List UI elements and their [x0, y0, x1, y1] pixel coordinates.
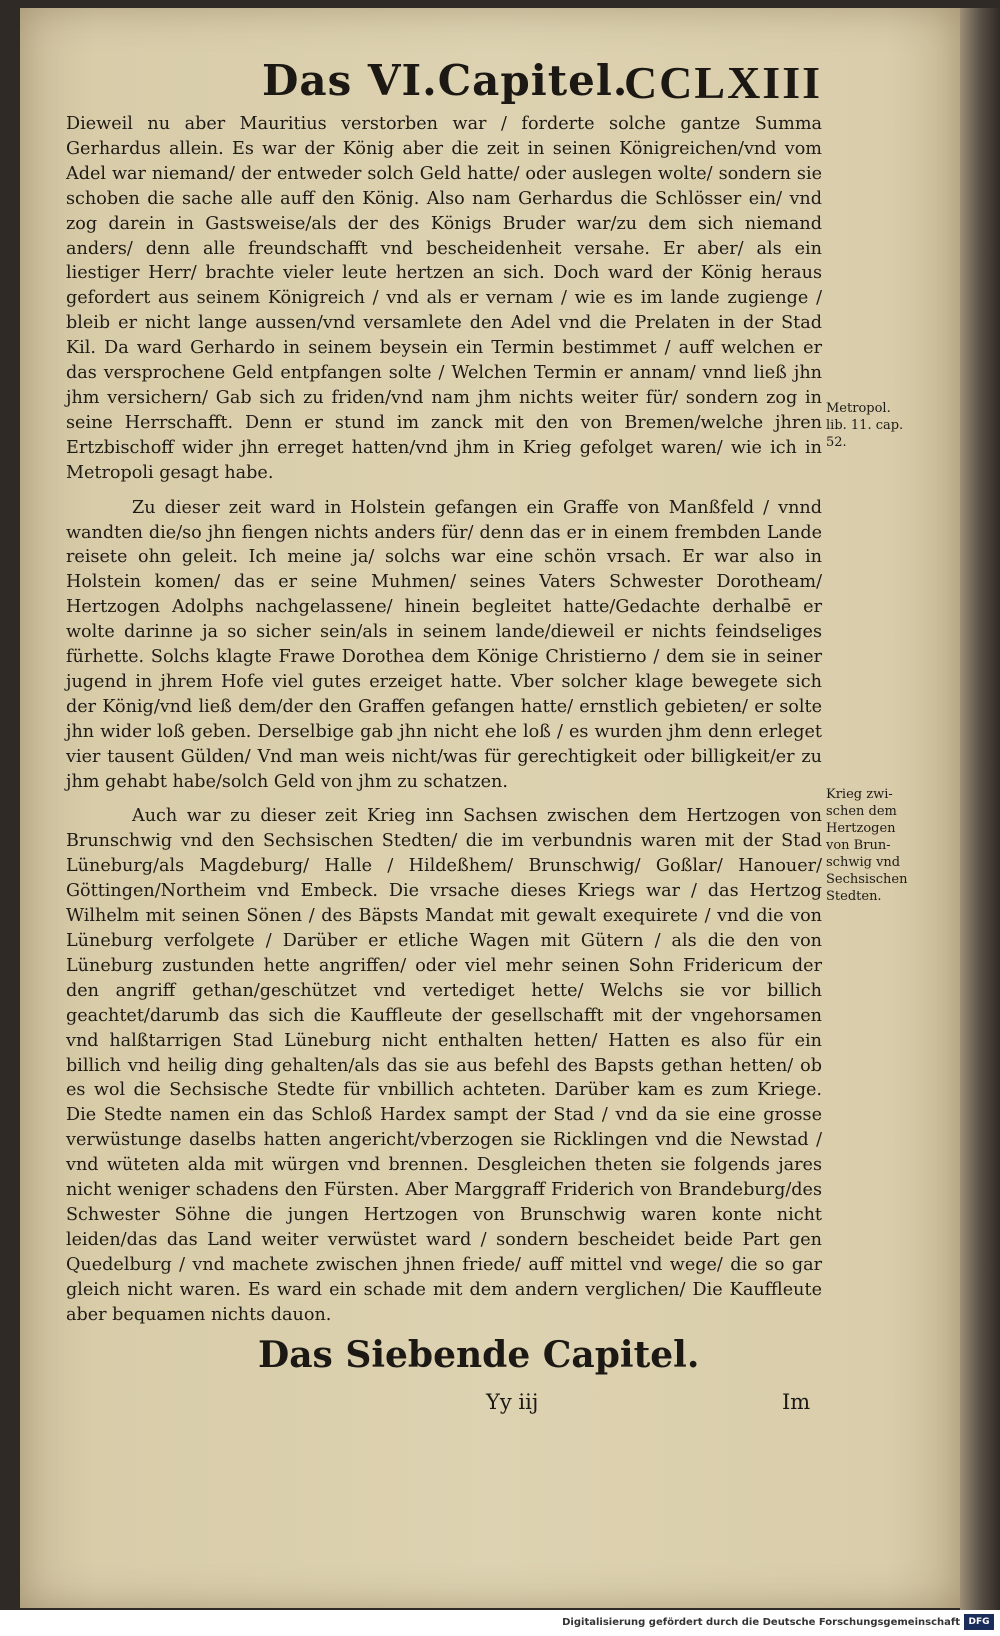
paragraph-3: Auch war zu dieser zeit Krieg inn Sachsen zwischen dem Hertzogen von Brunschwig vnd den Sechsischen Stedten/ die im verbundnis waren mit der Stad Lüneburg/als Magdeburg/ Halle / Hildeßhem/ Brunschwig/ Goßlar/ Hanouer/ Göttingen/Northeim vnd Embeck. Die vrsache dieses Kriegs war / das Hertzog Wilhelm mit seinen Sönen / des Bäpsts Mandat mit gewalt exequirete / vnd die von Lüneburg verfolgete / Darüber er etliche Wagen mit Gütern / als die den von Lüneburg zustunden hette angriffen/ oder viel mehr seinen Sohn Fridericum der den angriff gethan/geschützet vnd vertediget hette/ Welchs sie vor billich geachtet/darumb das sich die Kauffleute der gesellschafft mit der vngehorsamen vnd halßtarrigen Stad Lüneburg nicht enthalten hetten/ Hatten es also für ein billich vnd heilig ding gehalten/als das sie aus befehl des Bapsts gethan hetten/ ob es wol die Sechsische Stedte für vnbillich achteten. Darüber kam es zum Kriege. Die Stedte namen ein das Schloß Hardex sampt der Stad / vnd da sie eine grosse verwüstunge daselbs hatten angericht/vberzogen sie Ricklingen vnd die Newstad / vnd wüteten alda mit würgen vnd brennen. Desgleichen theten sie folgends jares nicht weniger schadens den Fürsten. Aber Marggraff Friderich von Brandeburg/des Schwester Söhne die jungen Hertzogen von Brunschwig waren konte nicht leiden/das das Land weiter verwüstet ward / sondern bescheidet beide Part gen Quedelburg / vnd machete zwischen jhnen friede/ auff mittel vnd wege/ die so gar gleich nicht waren. Es ward ein schade mit dem andern verglichen/ Die Kauffleute aber bequamen nichts dauon.: [66, 806, 822, 1325]
paragraph-2: Zu dieser zeit ward in Holstein gefangen ein Graffe von Manßfeld / vnnd wandten die/so jhn fiengen nichts anders für/ denn das er in einem frembden Lande reisete ohn geleit. Ich meine ja/ solchs war eine schön vrsach. Er war also in Holstein komen/ das er seine Muhmen/ seines Vaters Schwester Dorotheam/ Hertzogen Adolphs nachgelassene/ hinein begleitet hatte/Gedachte derhalbē er wolte darinne ja so sicher sein/als in seinem lande/dieweil er nichts feindseliges fürhette. Solchs klagte Frawe Dorothea dem Könige Christierno / dem sie in seiner jugend in jhrem Hofe viel gutes erzeiget hatte. Vber solcher klage bewegete sich der König/vnd ließ dem/der den Graffen gefangen hatte/ ernstlich gebieten/ er solte jhn wider loß geben. Derselbige gab jhn nicht ehe loß / es wurden jhm denn erleget vier tausent Gülden/ Vnd man weis nicht/was für gerechtigkeit oder billigkeit/er zu jhm gehabt habe/solch Geld von jhm zu schatzen.: [66, 497, 822, 792]
marginal-line: von Brun-: [826, 838, 891, 853]
marginal-line: Metropol.: [826, 401, 891, 416]
marginal-line: Krieg zwi-: [826, 787, 893, 802]
marginal-line: Sechsischen: [826, 872, 908, 887]
catchword: Im: [782, 1390, 811, 1414]
book-fore-edge: [960, 8, 1000, 1610]
marginal-line: Hertzogen: [826, 821, 896, 836]
marginal-line: Stedten.: [826, 889, 882, 904]
marginal-line: 52.: [826, 435, 847, 450]
marginal-line: lib. 11. cap.: [826, 418, 904, 433]
dfg-logo-icon: DFG: [964, 1614, 994, 1630]
marginal-note-krieg: [826, 786, 916, 905]
running-title: Das VI.Capitel.: [262, 56, 629, 105]
footer-credit: Digitalisierung gefördert durch die Deutsche Forschungsgemeinschaft: [562, 1617, 960, 1628]
body-text: [66, 112, 822, 1328]
chapter-heading: Das Siebende Capitel.: [258, 1334, 700, 1376]
running-header: [262, 56, 822, 116]
marginal-line: schen dem: [826, 804, 897, 819]
folio-number: CCLXIII: [623, 57, 822, 108]
marginal-line: schwig vnd: [826, 855, 901, 870]
paragraph-1: Dieweil nu aber Mauritius verstorben war / forderte solche gantze Summa Gerhardus allein. Es war der König aber die zeit in seinen Königreichen/vnd vom Adel war niemand/ der entweder solch Geld hatte/ oder auslegen wolte/ sondern sie schoben die sache alle auff den König. Also nam Gerhardus die Schlösser ein/ vnd zog darein in Gastsweise/als der des Königs Bruder war/zu dem sich niemand anders/ denn alle freundschafft vnd bescheidenheit versahe. Er aber/ als ein liestiger Herr/ brachte vieler leute hertzen an sich. Doch ward der König heraus gefordert aus seinem Königreich / vnd als er vernam / wie es im lande zugienge / bleib er nicht lange aussen/vnd versamlete den Adel vnd die Prelaten in der Stad Kil. Da ward Gerhardo in seinem beysein ein Termin bestimmet / auff welchen er das versprochene Geld entpfangen solte / Welchen Termin er annam/ vnnd ließ jhn jhm versichern/ Gab sich zu friden/vnd nam jhm nichts weiter für/ sondern zog in seine Herrschafft. Denn er stund im zanck mit den von Bremen/welche jhren Ertzbischoff wider jhn erreget hatten/vnd jhm in Krieg gefolget waren/ wie ich in Metropoli gesagt habe.: [66, 114, 822, 483]
marginal-note-metropol: [826, 400, 916, 451]
signature-mark: Yy iij: [486, 1390, 539, 1414]
